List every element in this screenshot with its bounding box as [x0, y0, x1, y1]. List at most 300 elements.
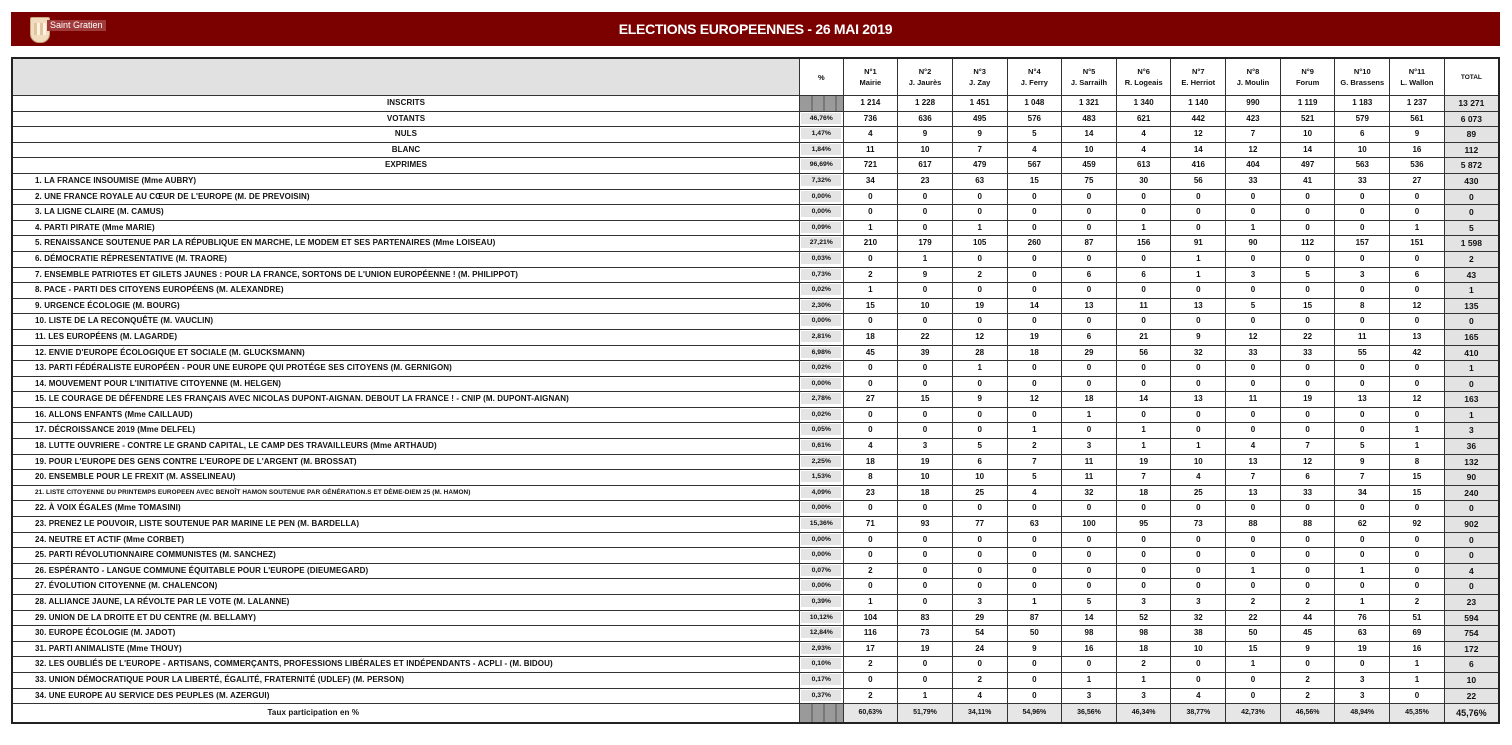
list-row: [12, 376, 1499, 392]
row-percentage: 0,00%: [801, 502, 841, 513]
participation-rate-cell: 36,56%: [1062, 704, 1117, 724]
vote-count-cell: 7: [1280, 439, 1335, 455]
vote-count-cell: 1: [1226, 220, 1281, 236]
vote-count-cell: 18: [1062, 392, 1117, 408]
total-cell: 1: [1444, 407, 1499, 423]
vote-count-cell: 3: [1171, 595, 1226, 611]
vote-count-cell: 13: [1226, 485, 1281, 501]
vote-count-cell: 13: [1335, 392, 1390, 408]
vote-count-cell: 423: [1226, 111, 1281, 127]
vote-count-cell: 2: [843, 657, 898, 673]
vote-count-cell: 0: [1116, 407, 1171, 423]
vote-count-cell: 567: [1007, 158, 1062, 174]
vote-count-cell: 55: [1335, 345, 1390, 361]
vote-count-cell: 0: [898, 376, 953, 392]
row-percentage: 0,02%: [801, 284, 841, 295]
row-label: 27. ÉVOLUTION CITOYENNE (M. CHALENCON): [12, 579, 800, 595]
vote-count-cell: 1 321: [1062, 96, 1117, 112]
row-percentage: 0,61%: [801, 440, 841, 451]
column-name: J. Ferry: [1020, 78, 1048, 87]
participation-rate-cell: 46,56%: [1280, 704, 1335, 724]
vote-count-cell: 32: [1171, 610, 1226, 626]
vote-count-cell: 0: [1116, 579, 1171, 595]
vote-count-cell: 32: [1171, 345, 1226, 361]
vote-count-cell: 1: [1226, 563, 1281, 579]
hatched-cell: [800, 96, 844, 112]
row-label: 29. UNION DE LA DROITE ET DU CENTRE (M. BELLAMY): [12, 610, 800, 626]
vote-count-cell: 13: [1390, 329, 1445, 345]
vote-count-cell: 0: [1171, 407, 1226, 423]
vote-count-cell: 0: [898, 220, 953, 236]
vote-count-cell: 0: [1335, 548, 1390, 564]
vote-count-cell: 1: [843, 595, 898, 611]
summary-row: [12, 111, 1499, 127]
vote-count-cell: 9: [898, 127, 953, 143]
pct-cell: [800, 345, 844, 361]
vote-count-cell: 100: [1062, 517, 1117, 533]
total-cell: 43: [1444, 267, 1499, 283]
vote-count-cell: 0: [1062, 657, 1117, 673]
row-label: 22. À VOIX ÉGALES (Mme TOMASINI): [12, 501, 800, 517]
vote-count-cell: 0: [898, 423, 953, 439]
vote-count-cell: 0: [1335, 189, 1390, 205]
vote-count-cell: 104: [843, 610, 898, 626]
vote-count-cell: 0: [1007, 532, 1062, 548]
vote-count-cell: 63: [952, 173, 1007, 189]
vote-count-cell: 25: [952, 485, 1007, 501]
list-row: [12, 672, 1499, 688]
vote-count-cell: 0: [1280, 283, 1335, 299]
vote-count-cell: 0: [1390, 548, 1445, 564]
row-label: NULS: [12, 127, 800, 143]
vote-count-cell: 0: [1280, 361, 1335, 377]
pct-cell: [800, 688, 844, 704]
vote-count-cell: 7: [1226, 470, 1281, 486]
vote-count-cell: 0: [843, 672, 898, 688]
list-row: [12, 563, 1499, 579]
vote-count-cell: 561: [1390, 111, 1445, 127]
column-number: %: [817, 72, 825, 82]
vote-count-cell: 15: [1390, 485, 1445, 501]
vote-count-cell: 88: [1280, 517, 1335, 533]
vote-count-cell: 0: [1062, 579, 1117, 595]
vote-count-cell: 0: [1280, 314, 1335, 330]
vote-count-cell: 3: [952, 595, 1007, 611]
list-row: [12, 517, 1499, 533]
vote-count-cell: 0: [1062, 532, 1117, 548]
vote-count-cell: 24: [952, 641, 1007, 657]
vote-count-cell: 0: [1007, 189, 1062, 205]
vote-count-cell: 9: [1007, 641, 1062, 657]
pct-cell: [800, 298, 844, 314]
pct-cell: [800, 454, 844, 470]
pct-cell: [800, 501, 844, 517]
vote-count-cell: 0: [1226, 672, 1281, 688]
vote-count-cell: 0: [1171, 532, 1226, 548]
vote-count-cell: 1: [952, 361, 1007, 377]
vote-count-cell: 1: [1171, 439, 1226, 455]
vote-count-cell: 576: [1007, 111, 1062, 127]
vote-count-cell: 0: [1280, 657, 1335, 673]
vote-count-cell: 12: [1390, 392, 1445, 408]
vote-count-cell: 116: [843, 626, 898, 642]
header-bureau: [1390, 58, 1445, 96]
vote-count-cell: 7: [1335, 470, 1390, 486]
vote-count-cell: 45: [843, 345, 898, 361]
vote-count-cell: 0: [1335, 407, 1390, 423]
vote-count-cell: 11: [1062, 454, 1117, 470]
vote-count-cell: 0: [843, 532, 898, 548]
column-number: N°2: [918, 67, 932, 76]
vote-count-cell: 0: [1335, 283, 1390, 299]
pct-cell: [800, 672, 844, 688]
row-label: 6. DÉMOCRATIE RÉPRESENTATIVE (M. TRAORE): [12, 251, 800, 267]
header-bureau: [1280, 58, 1335, 96]
vote-count-cell: 1: [898, 251, 953, 267]
vote-count-cell: 1: [1226, 657, 1281, 673]
vote-count-cell: 4: [1007, 142, 1062, 158]
column-name: G. Brassens: [1340, 78, 1385, 87]
list-row: [12, 251, 1499, 267]
vote-count-cell: 0: [1335, 205, 1390, 221]
vote-count-cell: 8: [843, 470, 898, 486]
pct-cell: [800, 283, 844, 299]
vote-count-cell: 0: [1007, 267, 1062, 283]
total-cell: 0: [1444, 314, 1499, 330]
vote-count-cell: 14: [1062, 127, 1117, 143]
vote-count-cell: 0: [1007, 283, 1062, 299]
vote-count-cell: 10: [1335, 142, 1390, 158]
row-percentage: 2,93%: [801, 643, 841, 654]
vote-count-cell: 3: [1116, 595, 1171, 611]
vote-count-cell: 0: [1226, 579, 1281, 595]
row-label: INSCRITS: [12, 96, 800, 112]
pct-cell: [800, 610, 844, 626]
vote-count-cell: 44: [1280, 610, 1335, 626]
vote-count-cell: 8: [1390, 454, 1445, 470]
vote-count-cell: 442: [1171, 111, 1226, 127]
vote-count-cell: 3: [1335, 672, 1390, 688]
vote-count-cell: 8: [1335, 298, 1390, 314]
vote-count-cell: 0: [1116, 189, 1171, 205]
header-pct: [800, 58, 844, 96]
vote-count-cell: 2: [843, 688, 898, 704]
vote-count-cell: 71: [843, 517, 898, 533]
vote-count-cell: 69: [1390, 626, 1445, 642]
pct-cell: [800, 548, 844, 564]
vote-count-cell: 0: [1226, 205, 1281, 221]
vote-count-cell: 0: [1062, 283, 1117, 299]
vote-count-cell: 0: [1280, 407, 1335, 423]
vote-count-cell: 1: [1390, 220, 1445, 236]
vote-count-cell: 14: [1062, 610, 1117, 626]
row-percentage: 1,84%: [801, 144, 841, 155]
vote-count-cell: 0: [1007, 672, 1062, 688]
vote-count-cell: 0: [1390, 376, 1445, 392]
vote-count-cell: 92: [1390, 517, 1445, 533]
vote-count-cell: 0: [843, 548, 898, 564]
vote-count-cell: 7: [952, 142, 1007, 158]
summary-row: [12, 127, 1499, 143]
participation-rate-cell: 46,34%: [1116, 704, 1171, 724]
list-row: [12, 267, 1499, 283]
vote-count-cell: 19: [898, 454, 953, 470]
row-label: 33. UNION DÉMOCRATIQUE POUR LA LIBERTÉ, ÉGALITÉ, FRATERNITÉ (UDLEF) (M. PERSON): [12, 672, 800, 688]
row-percentage: 0,07%: [801, 565, 841, 576]
vote-count-cell: 0: [898, 361, 953, 377]
row-percentage: 0,03%: [801, 253, 841, 264]
vote-count-cell: 3: [1226, 267, 1281, 283]
vote-count-cell: 0: [1280, 423, 1335, 439]
vote-count-cell: 0: [1280, 251, 1335, 267]
row-label: 17. DÉCROISSANCE 2019 (Mme DELFEL): [12, 423, 800, 439]
row-label: 12. ENVIE D'EUROPE ÉCOLOGIQUE ET SOCIALE (M. GLUCKSMANN): [12, 345, 800, 361]
vote-count-cell: 29: [1062, 345, 1117, 361]
row-percentage: 6,98%: [801, 347, 841, 358]
vote-count-cell: 0: [1171, 220, 1226, 236]
pct-cell: [800, 641, 844, 657]
vote-count-cell: 0: [1226, 501, 1281, 517]
vote-count-cell: 25: [1171, 485, 1226, 501]
vote-count-cell: 5: [1062, 595, 1117, 611]
vote-count-cell: 1 214: [843, 96, 898, 112]
vote-count-cell: 52: [1116, 610, 1171, 626]
vote-count-cell: 0: [1280, 189, 1335, 205]
vote-count-cell: 10: [1171, 454, 1226, 470]
vote-count-cell: 15: [1390, 470, 1445, 486]
vote-count-cell: 87: [1007, 610, 1062, 626]
vote-count-cell: 0: [843, 314, 898, 330]
vote-count-cell: 0: [1390, 579, 1445, 595]
list-row: [12, 485, 1499, 501]
row-percentage: 15,36%: [801, 518, 841, 529]
vote-count-cell: 3: [1116, 688, 1171, 704]
vote-count-cell: 33: [1335, 173, 1390, 189]
vote-count-cell: 0: [1062, 220, 1117, 236]
vote-count-cell: 14: [1171, 142, 1226, 158]
row-percentage: 2,25%: [801, 456, 841, 467]
vote-count-cell: 11: [1062, 470, 1117, 486]
vote-count-cell: 1: [1390, 672, 1445, 688]
vote-count-cell: 0: [1062, 548, 1117, 564]
vote-count-cell: 18: [1116, 641, 1171, 657]
pct-cell: [800, 361, 844, 377]
vote-count-cell: 579: [1335, 111, 1390, 127]
vote-count-cell: 0: [952, 407, 1007, 423]
header-bureau: [1062, 58, 1117, 96]
vote-count-cell: 1: [1062, 407, 1117, 423]
participation-rate-cell: 34,11%: [952, 704, 1007, 724]
header-total: [1444, 58, 1499, 96]
vote-count-cell: 0: [1116, 314, 1171, 330]
vote-count-cell: 0: [1335, 314, 1390, 330]
header-bureau: [1116, 58, 1171, 96]
vote-count-cell: 22: [1226, 610, 1281, 626]
row-label: 5. RENAISSANCE SOUTENUE PAR LA RÉPUBLIQUE EN MARCHE, LE MODEM ET SES PARTENAIRES (Mme LOISEAU): [12, 236, 800, 252]
row-label: 1. LA FRANCE INSOUMISE (Mme AUBRY): [12, 173, 800, 189]
vote-count-cell: 260: [1007, 236, 1062, 252]
vote-count-cell: 4: [1116, 127, 1171, 143]
row-percentage: 0,00%: [801, 206, 841, 217]
vote-count-cell: 9: [1171, 329, 1226, 345]
header-bureau: [1007, 58, 1062, 96]
vote-count-cell: 0: [1390, 688, 1445, 704]
vote-count-cell: 12: [1226, 142, 1281, 158]
vote-count-cell: 16: [1390, 142, 1445, 158]
vote-count-cell: 0: [1007, 251, 1062, 267]
vote-count-cell: 10: [898, 470, 953, 486]
vote-count-cell: 179: [898, 236, 953, 252]
pct-cell: [800, 392, 844, 408]
header-bureau: [843, 58, 898, 96]
vote-count-cell: 33: [1226, 345, 1281, 361]
pct-cell: [800, 142, 844, 158]
column-number: N°4: [1028, 67, 1041, 76]
vote-count-cell: 73: [898, 626, 953, 642]
row-label: 28. ALLIANCE JAUNE, LA RÉVOLTE PAR LE VOTE (M. LALANNE): [12, 595, 800, 611]
column-number: N°7: [1192, 67, 1205, 76]
list-row: [12, 548, 1499, 564]
row-label: 10. LISTE DE LA RECONQUÊTE (M. VAUCLIN): [12, 314, 800, 330]
vote-count-cell: 0: [1280, 501, 1335, 517]
vote-count-cell: 15: [1007, 173, 1062, 189]
vote-count-cell: 0: [843, 376, 898, 392]
vote-count-cell: 0: [952, 501, 1007, 517]
column-number: N°3: [973, 67, 986, 76]
total-cell: 22: [1444, 688, 1499, 704]
row-label: 13. PARTI FÉDÉRALISTE EUROPÉEN - POUR UNE EUROPE QUI PROTÉGE SES CITOYENS (M. GERNIGON): [12, 361, 800, 377]
vote-count-cell: 19: [952, 298, 1007, 314]
row-label: 15. LE COURAGE DE DÉFENDRE LES FRANÇAIS AVEC NICOLAS DUPONT-AIGNAN. DEBOUT LA FRANCE ! - CNIP (M. DUPONT-AIGNAN): [12, 392, 800, 408]
row-percentage: 0,39%: [801, 596, 841, 607]
vote-count-cell: 73: [1171, 517, 1226, 533]
participation-rate-cell: 48,94%: [1335, 704, 1390, 724]
summary-row: [12, 158, 1499, 174]
vote-count-cell: 1: [1007, 595, 1062, 611]
total-cell: 172: [1444, 641, 1499, 657]
vote-count-cell: 2: [1007, 439, 1062, 455]
column-name: Mairie: [859, 78, 882, 87]
vote-count-cell: 18: [843, 329, 898, 345]
header-bureau: [1226, 58, 1281, 96]
column-name: R. Logeais: [1124, 78, 1163, 87]
total-cell: 163: [1444, 392, 1499, 408]
row-label: 8. PACE - PARTI DES CITOYENS EUROPÉENS (M. ALEXANDRE): [12, 283, 800, 299]
vote-count-cell: 0: [1007, 220, 1062, 236]
vote-count-cell: 0: [1007, 361, 1062, 377]
vote-count-cell: 0: [1116, 283, 1171, 299]
pct-cell: [800, 314, 844, 330]
row-label: 7. ENSEMBLE PATRIOTES ET GILETS JAUNES : POUR LA FRANCE, SORTONS DE L'UNION EUROPÉENNE ! (M. PHILIPPOT): [12, 267, 800, 283]
vote-count-cell: 0: [1007, 314, 1062, 330]
vote-count-cell: 0: [1335, 376, 1390, 392]
vote-count-cell: 12: [1007, 392, 1062, 408]
vote-count-cell: 0: [1390, 563, 1445, 579]
vote-count-cell: 13: [1062, 298, 1117, 314]
vote-count-cell: 0: [898, 657, 953, 673]
vote-count-cell: 18: [1007, 345, 1062, 361]
vote-count-cell: 536: [1390, 158, 1445, 174]
vote-count-cell: 28: [952, 345, 1007, 361]
total-cell: 240: [1444, 485, 1499, 501]
row-label: 21. LISTE CITOYENNE DU PRINTEMPS EUROPEEN AVEC BENOÎT HAMON SOUTENUE PAR GÉNÉRATION.S ET DÈME-DIEM 25 (M. HAMON): [12, 485, 800, 501]
vote-count-cell: 0: [1335, 657, 1390, 673]
vote-count-cell: 0: [898, 501, 953, 517]
vote-count-cell: 10: [1171, 641, 1226, 657]
vote-count-cell: 0: [843, 361, 898, 377]
row-percentage: 0,05%: [801, 424, 841, 435]
total-cell: 0: [1444, 532, 1499, 548]
vote-count-cell: 0: [1226, 189, 1281, 205]
row-percentage: 7,32%: [801, 175, 841, 186]
column-name: J. Moulin: [1236, 78, 1270, 87]
vote-count-cell: 30: [1116, 173, 1171, 189]
total-cell: 902: [1444, 517, 1499, 533]
vote-count-cell: 29: [952, 610, 1007, 626]
vote-count-cell: 6: [1062, 329, 1117, 345]
header-bureau: [1171, 58, 1226, 96]
vote-count-cell: 1: [1062, 672, 1117, 688]
vote-count-cell: 2: [1280, 672, 1335, 688]
vote-count-cell: 1 119: [1280, 96, 1335, 112]
vote-count-cell: 21: [1116, 329, 1171, 345]
vote-count-cell: 0: [898, 407, 953, 423]
vote-count-cell: 721: [843, 158, 898, 174]
vote-count-cell: 45: [1280, 626, 1335, 642]
list-row: [12, 470, 1499, 486]
vote-count-cell: 0: [1226, 283, 1281, 299]
list-row: [12, 298, 1499, 314]
column-name: J. Jaurès: [908, 78, 942, 87]
vote-count-cell: 0: [898, 314, 953, 330]
vote-count-cell: 1: [843, 283, 898, 299]
vote-count-cell: 5: [1007, 127, 1062, 143]
vote-count-cell: 1: [952, 220, 1007, 236]
total-cell: 165: [1444, 329, 1499, 345]
vote-count-cell: 5: [1226, 298, 1281, 314]
vote-count-cell: 0: [898, 548, 953, 564]
vote-count-cell: 5: [1007, 470, 1062, 486]
total-cell: 4: [1444, 563, 1499, 579]
vote-count-cell: 0: [1007, 579, 1062, 595]
vote-count-cell: 39: [898, 345, 953, 361]
vote-count-cell: 63: [1007, 517, 1062, 533]
vote-count-cell: 0: [1062, 205, 1117, 221]
total-cell: 0: [1444, 501, 1499, 517]
list-row: [12, 407, 1499, 423]
vote-count-cell: 1 140: [1171, 96, 1226, 112]
vote-count-cell: 613: [1116, 158, 1171, 174]
vote-count-cell: 0: [1280, 532, 1335, 548]
list-row: [12, 173, 1499, 189]
vote-count-cell: 11: [1116, 298, 1171, 314]
vote-count-cell: 736: [843, 111, 898, 127]
vote-count-cell: 23: [898, 173, 953, 189]
vote-count-cell: 3: [898, 439, 953, 455]
vote-count-cell: 1: [1335, 563, 1390, 579]
pct-cell: [800, 407, 844, 423]
list-row: [12, 392, 1499, 408]
vote-count-cell: 18: [1116, 485, 1171, 501]
total-cell: 90: [1444, 470, 1499, 486]
vote-count-cell: 990: [1226, 96, 1281, 112]
vote-count-cell: 56: [1171, 173, 1226, 189]
vote-count-cell: 0: [1062, 423, 1117, 439]
vote-count-cell: 404: [1226, 158, 1281, 174]
table-header-row: [12, 58, 1499, 96]
vote-count-cell: 42: [1390, 345, 1445, 361]
row-label: 16. ALLONS ENFANTS (Mme CAILLAUD): [12, 407, 800, 423]
